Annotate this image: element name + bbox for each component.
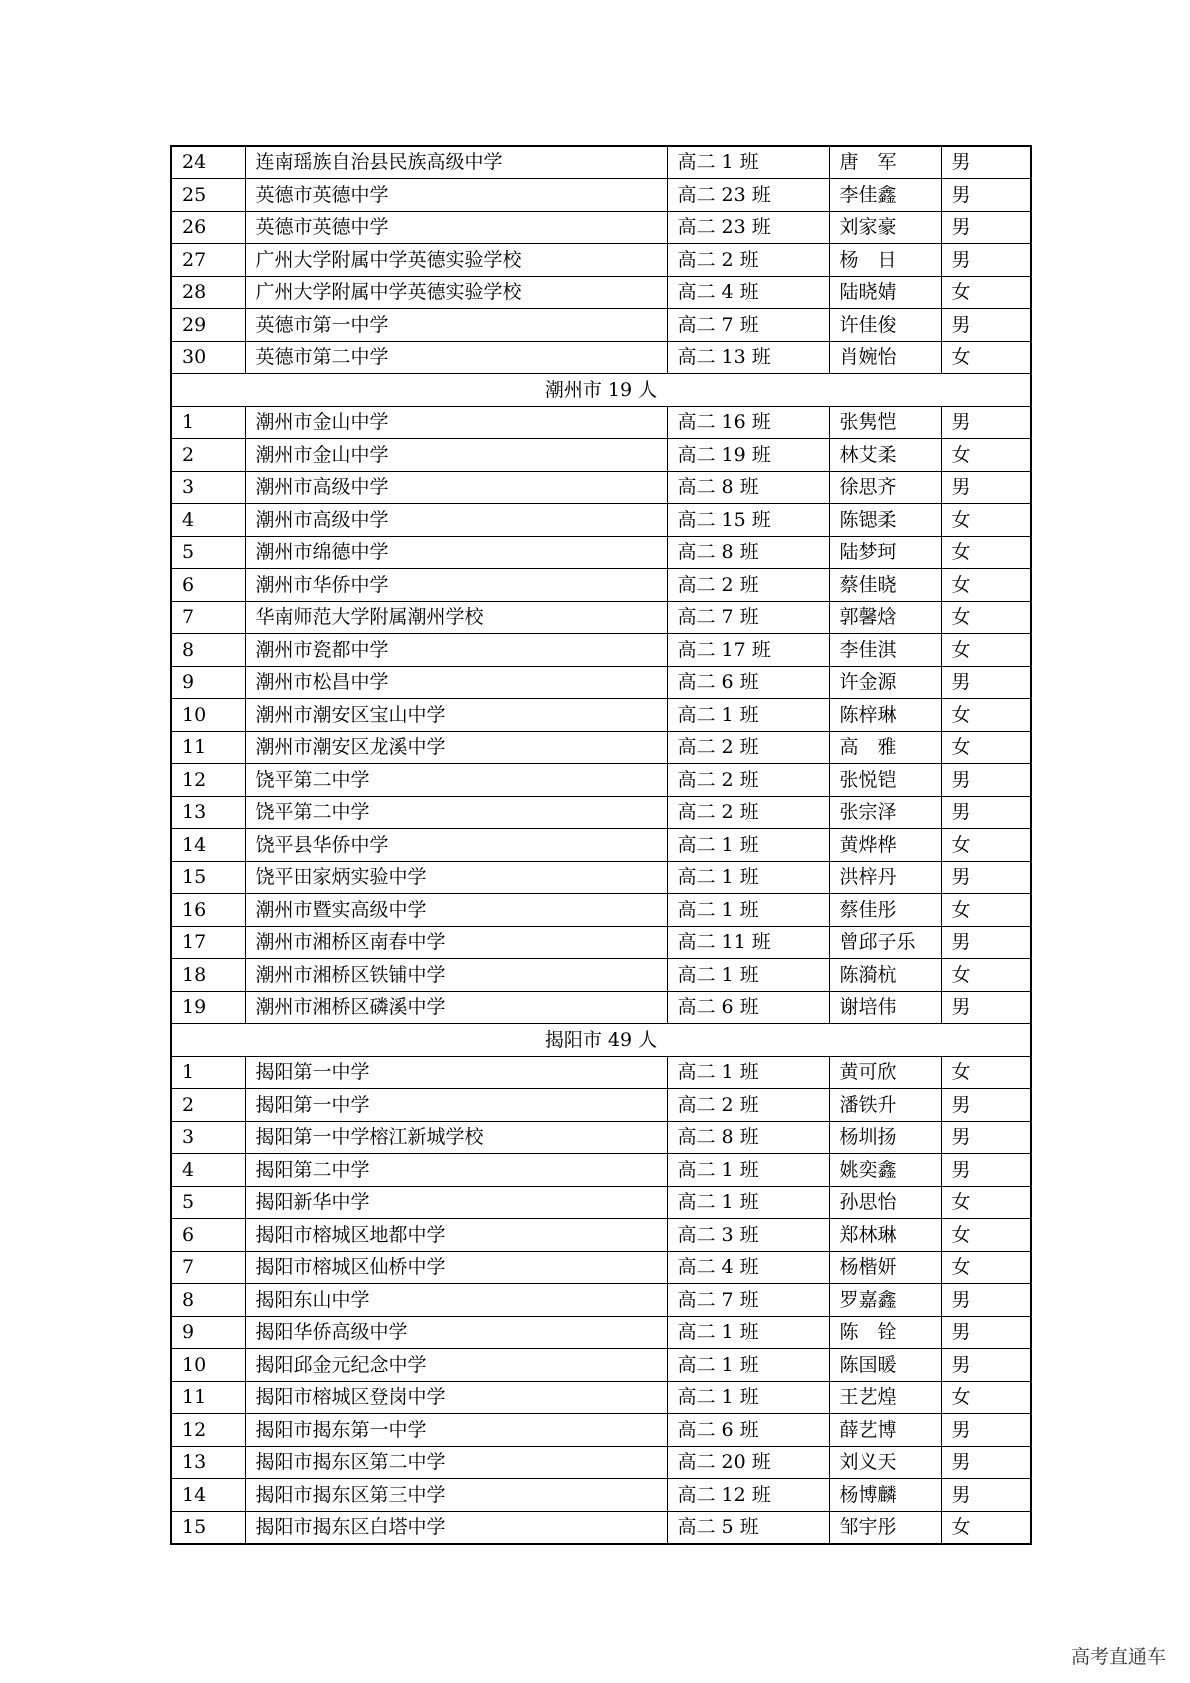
school-name: 潮州市高级中学 [245,471,667,504]
student-name: 谢培伟 [829,991,941,1024]
student-name: 徐思齐 [829,471,941,504]
class-name: 高二 1 班 [667,1154,829,1187]
school-name: 潮州市松昌中学 [245,666,667,699]
row-number: 9 [171,666,245,699]
row-number: 6 [171,569,245,602]
table-row [171,796,1031,829]
table-row [171,309,1031,342]
student-name: 张隽恺 [829,406,941,439]
school-name: 潮州市绵德中学 [245,536,667,569]
gender: 男 [941,1446,1031,1479]
student-name: 孙思怡 [829,1186,941,1219]
gender: 女 [941,439,1031,472]
gender: 男 [941,211,1031,244]
table-row [171,666,1031,699]
student-name: 郑林琳 [829,1219,941,1252]
student-name: 杨博麟 [829,1479,941,1512]
student-name: 李佳鑫 [829,179,941,212]
table-row [171,1219,1031,1252]
student-name: 蔡佳彤 [829,894,941,927]
school-name: 潮州市金山中学 [245,406,667,439]
school-name: 英德市英德中学 [245,211,667,244]
class-name: 高二 17 班 [667,634,829,667]
table-row [171,1446,1031,1479]
class-name: 高二 4 班 [667,276,829,309]
class-name: 高二 20 班 [667,1446,829,1479]
table-row [171,959,1031,992]
class-name: 高二 11 班 [667,926,829,959]
table-row [171,244,1031,277]
student-name: 林艾柔 [829,439,941,472]
table-row [171,211,1031,244]
school-name: 英德市英德中学 [245,179,667,212]
school-name: 揭阳市揭东第一中学 [245,1414,667,1447]
class-name: 高二 2 班 [667,1089,829,1122]
school-name: 潮州市华侨中学 [245,569,667,602]
student-name: 陈锶柔 [829,504,941,537]
school-name: 饶平田家炳实验中学 [245,861,667,894]
class-name: 高二 12 班 [667,1479,829,1512]
class-name: 高二 7 班 [667,1284,829,1317]
table-row [171,1154,1031,1187]
table-row [171,341,1031,374]
row-number: 28 [171,276,245,309]
gender: 男 [941,796,1031,829]
school-name: 饶平县华侨中学 [245,829,667,862]
school-name: 揭阳市揭东区第二中学 [245,1446,667,1479]
gender: 男 [941,1414,1031,1447]
school-name: 揭阳华侨高级中学 [245,1316,667,1349]
row-number: 15 [171,1511,245,1544]
row-number: 25 [171,179,245,212]
class-name: 高二 1 班 [667,1381,829,1414]
section-header-row [171,1024,1031,1057]
row-number: 1 [171,406,245,439]
gender: 男 [941,666,1031,699]
row-number: 8 [171,1284,245,1317]
student-name: 王艺煌 [829,1381,941,1414]
student-name: 曾邱子乐 [829,926,941,959]
gender: 女 [941,276,1031,309]
class-name: 高二 6 班 [667,991,829,1024]
row-number: 10 [171,1349,245,1382]
school-name: 揭阳东山中学 [245,1284,667,1317]
row-number: 18 [171,959,245,992]
gender: 女 [941,959,1031,992]
school-name: 潮州市湘桥区铁铺中学 [245,959,667,992]
gender: 女 [941,894,1031,927]
table-row [171,699,1031,732]
school-name: 揭阳市揭东区白塔中学 [245,1511,667,1544]
student-name: 刘家豪 [829,211,941,244]
gender: 女 [941,341,1031,374]
class-name: 高二 2 班 [667,764,829,797]
row-number: 3 [171,1121,245,1154]
student-name: 陈国暖 [829,1349,941,1382]
class-name: 高二 1 班 [667,959,829,992]
row-number: 14 [171,829,245,862]
gender: 女 [941,699,1031,732]
row-number: 7 [171,601,245,634]
school-name: 潮州市湘桥区磷溪中学 [245,991,667,1024]
student-name: 许金源 [829,666,941,699]
table-row [171,1349,1031,1382]
row-number: 7 [171,1251,245,1284]
student-name: 邹宇彤 [829,1511,941,1544]
class-name: 高二 4 班 [667,1251,829,1284]
class-name: 高二 7 班 [667,601,829,634]
school-name: 英德市第一中学 [245,309,667,342]
school-name: 揭阳新华中学 [245,1186,667,1219]
student-name: 肖婉怡 [829,341,941,374]
class-name: 高二 23 班 [667,211,829,244]
student-name: 薛艺博 [829,1414,941,1447]
student-name: 姚奕鑫 [829,1154,941,1187]
class-name: 高二 15 班 [667,504,829,537]
table-row [171,829,1031,862]
table-row [171,146,1031,179]
class-name: 高二 2 班 [667,569,829,602]
school-name: 广州大学附属中学英德实验学校 [245,244,667,277]
student-name: 潘铁升 [829,1089,941,1122]
student-name: 刘义天 [829,1446,941,1479]
row-number: 14 [171,1479,245,1512]
gender: 男 [941,1089,1031,1122]
gender: 女 [941,536,1031,569]
school-name: 潮州市暨实高级中学 [245,894,667,927]
row-number: 27 [171,244,245,277]
class-name: 高二 1 班 [667,699,829,732]
school-name: 广州大学附属中学英德实验学校 [245,276,667,309]
gender: 男 [941,1154,1031,1187]
row-number: 10 [171,699,245,732]
student-name: 张悦铠 [829,764,941,797]
student-name: 杨楷妍 [829,1251,941,1284]
gender: 女 [941,1511,1031,1544]
row-number: 19 [171,991,245,1024]
school-name: 潮州市高级中学 [245,504,667,537]
gender: 女 [941,601,1031,634]
row-number: 12 [171,764,245,797]
table-row [171,1121,1031,1154]
row-number: 26 [171,211,245,244]
gender: 男 [941,179,1031,212]
school-name: 潮州市瓷都中学 [245,634,667,667]
school-name: 揭阳市榕城区仙桥中学 [245,1251,667,1284]
student-name: 洪梓丹 [829,861,941,894]
table-row [171,569,1031,602]
gender: 女 [941,1056,1031,1089]
row-number: 12 [171,1414,245,1447]
gender: 男 [941,309,1031,342]
row-number: 5 [171,536,245,569]
student-name: 蔡佳晓 [829,569,941,602]
class-name: 高二 8 班 [667,471,829,504]
section-title: 揭阳市 49 人 [171,1024,1031,1057]
table-row [171,471,1031,504]
student-name: 陈漪杭 [829,959,941,992]
student-name: 陈梓琳 [829,699,941,732]
row-number: 24 [171,146,245,179]
gender: 女 [941,504,1031,537]
student-name: 陆梦珂 [829,536,941,569]
row-number: 29 [171,309,245,342]
table-row [171,1186,1031,1219]
gender: 女 [941,634,1031,667]
row-number: 17 [171,926,245,959]
student-name: 李佳淇 [829,634,941,667]
gender: 男 [941,244,1031,277]
watermark-footer: 高考直通车 [1070,1646,1166,1668]
gender: 男 [941,764,1031,797]
student-name: 杨 日 [829,244,941,277]
table-row [171,1056,1031,1089]
school-name: 揭阳第一中学 [245,1056,667,1089]
class-name: 高二 1 班 [667,1056,829,1089]
gender: 女 [941,1251,1031,1284]
table-row [171,764,1031,797]
table-row [171,1284,1031,1317]
class-name: 高二 6 班 [667,1414,829,1447]
table-row [171,991,1031,1024]
row-number: 4 [171,504,245,537]
table-body [171,146,1031,1544]
class-name: 高二 1 班 [667,861,829,894]
gender: 男 [941,861,1031,894]
school-name: 潮州市潮安区龙溪中学 [245,731,667,764]
gender: 女 [941,569,1031,602]
section-header-row [171,374,1031,407]
table-row [171,894,1031,927]
student-name: 杨圳扬 [829,1121,941,1154]
gender: 男 [941,146,1031,179]
table-row [171,504,1031,537]
class-name: 高二 3 班 [667,1219,829,1252]
table-row [171,926,1031,959]
table-row [171,1414,1031,1447]
class-name: 高二 5 班 [667,1511,829,1544]
row-number: 11 [171,1381,245,1414]
row-number: 13 [171,1446,245,1479]
table-row [171,439,1031,472]
student-name: 罗嘉鑫 [829,1284,941,1317]
row-number: 11 [171,731,245,764]
class-name: 高二 23 班 [667,179,829,212]
gender: 男 [941,1284,1031,1317]
table-row [171,1381,1031,1414]
student-name: 黄可欣 [829,1056,941,1089]
student-name: 许佳俊 [829,309,941,342]
table-row [171,634,1031,667]
student-name: 黄烨桦 [829,829,941,862]
gender: 男 [941,1121,1031,1154]
row-number: 30 [171,341,245,374]
school-name: 揭阳市揭东区第三中学 [245,1479,667,1512]
table-row [171,861,1031,894]
table-row [171,1251,1031,1284]
section-title: 潮州市 19 人 [171,374,1031,407]
student-name: 唐 军 [829,146,941,179]
school-name: 潮州市金山中学 [245,439,667,472]
student-name: 陆晓婧 [829,276,941,309]
school-name: 饶平第二中学 [245,764,667,797]
table-row [171,1316,1031,1349]
row-number: 5 [171,1186,245,1219]
class-name: 高二 1 班 [667,894,829,927]
row-number: 6 [171,1219,245,1252]
row-number: 13 [171,796,245,829]
class-name: 高二 1 班 [667,1316,829,1349]
school-name: 英德市第二中学 [245,341,667,374]
student-name: 陈 铨 [829,1316,941,1349]
row-number: 4 [171,1154,245,1187]
row-number: 16 [171,894,245,927]
class-name: 高二 6 班 [667,666,829,699]
class-name: 高二 1 班 [667,146,829,179]
school-name: 揭阳第二中学 [245,1154,667,1187]
gender: 女 [941,1219,1031,1252]
student-name: 郭馨焓 [829,601,941,634]
school-name: 揭阳市榕城区地都中学 [245,1219,667,1252]
school-name: 华南师范大学附属潮州学校 [245,601,667,634]
gender: 男 [941,1316,1031,1349]
gender: 女 [941,1381,1031,1414]
student-name: 张宗泽 [829,796,941,829]
table-row [171,536,1031,569]
gender: 男 [941,406,1031,439]
table-row [171,1089,1031,1122]
table-row [171,179,1031,212]
class-name: 高二 8 班 [667,536,829,569]
class-name: 高二 1 班 [667,1186,829,1219]
student-name: 高 雅 [829,731,941,764]
class-name: 高二 2 班 [667,796,829,829]
table-row [171,731,1031,764]
class-name: 高二 19 班 [667,439,829,472]
row-number: 2 [171,1089,245,1122]
school-name: 饶平第二中学 [245,796,667,829]
gender: 男 [941,991,1031,1024]
school-name: 揭阳邱金元纪念中学 [245,1349,667,1382]
school-name: 揭阳第一中学榕江新城学校 [245,1121,667,1154]
class-name: 高二 16 班 [667,406,829,439]
table-row [171,406,1031,439]
row-number: 9 [171,1316,245,1349]
class-name: 高二 13 班 [667,341,829,374]
school-name: 连南瑶族自治县民族高级中学 [245,146,667,179]
row-number: 15 [171,861,245,894]
school-name: 揭阳第一中学 [245,1089,667,1122]
table-row [171,1479,1031,1512]
gender: 男 [941,926,1031,959]
student-list-table [170,145,1032,1545]
row-number: 8 [171,634,245,667]
class-name: 高二 1 班 [667,829,829,862]
gender: 男 [941,1479,1031,1512]
school-name: 揭阳市榕城区登岗中学 [245,1381,667,1414]
school-name: 潮州市湘桥区南春中学 [245,926,667,959]
gender: 男 [941,1349,1031,1382]
row-number: 2 [171,439,245,472]
gender: 女 [941,829,1031,862]
gender: 女 [941,731,1031,764]
row-number: 3 [171,471,245,504]
class-name: 高二 7 班 [667,309,829,342]
class-name: 高二 2 班 [667,731,829,764]
table-row [171,1511,1031,1544]
gender: 女 [941,1186,1031,1219]
row-number: 1 [171,1056,245,1089]
table-row [171,276,1031,309]
class-name: 高二 8 班 [667,1121,829,1154]
table-row [171,601,1031,634]
gender: 男 [941,471,1031,504]
class-name: 高二 1 班 [667,1349,829,1382]
school-name: 潮州市潮安区宝山中学 [245,699,667,732]
class-name: 高二 2 班 [667,244,829,277]
